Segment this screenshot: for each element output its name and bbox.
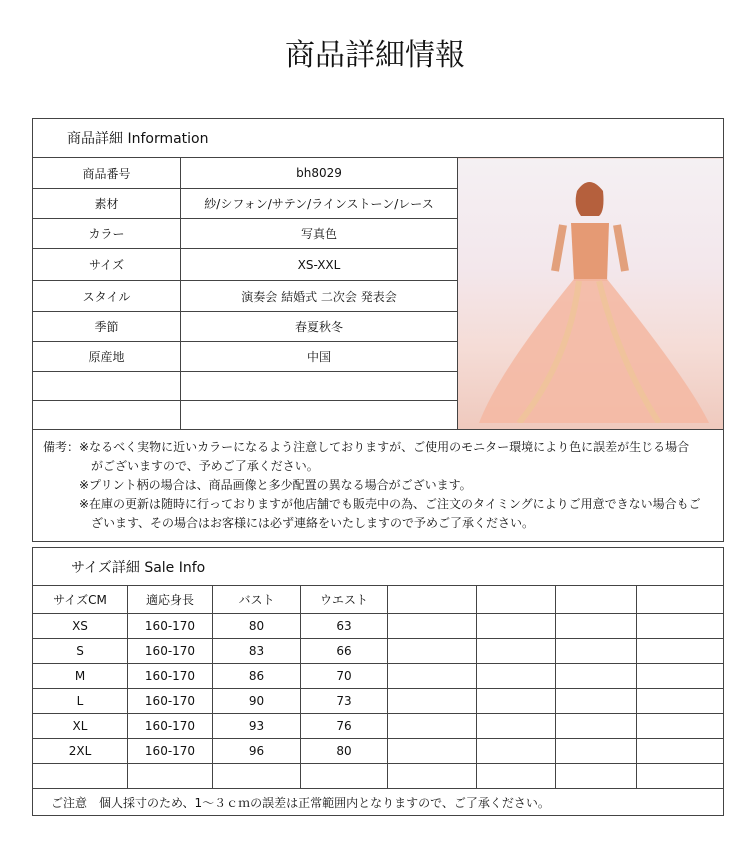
empty-cell [477, 739, 556, 764]
size-cell: 66 [301, 639, 388, 664]
info-label [33, 372, 181, 401]
empty-cell [637, 764, 724, 789]
page-title: 商品詳細情報 [285, 38, 465, 73]
empty-cell [637, 689, 724, 714]
empty-cell [388, 739, 477, 764]
empty-cell [556, 664, 637, 689]
empty-cell [477, 586, 556, 614]
empty-cell [556, 714, 637, 739]
size-cell: 160-170 [128, 714, 213, 739]
notes-label: 備考： [43, 440, 80, 454]
table-row [33, 664, 724, 689]
table-row [33, 639, 724, 664]
size-cell: 83 [213, 639, 301, 664]
empty-cell [477, 664, 556, 689]
table-row [33, 739, 724, 764]
empty-cell [637, 639, 724, 664]
empty-cell [637, 714, 724, 739]
info-value [181, 401, 458, 430]
empty-cell [33, 764, 128, 789]
info-label: サイズ [33, 249, 181, 281]
info-value: 春夏秋冬 [181, 312, 458, 342]
size-cell: 86 [213, 664, 301, 689]
info-value: 中国 [181, 342, 458, 372]
size-header-row [33, 586, 724, 614]
info-value: 演奏会 結婚式 二次会 発表会 [181, 281, 458, 312]
info-value: 写真色 [181, 219, 458, 249]
size-cell: XS [33, 614, 128, 639]
empty-cell [556, 764, 637, 789]
empty-cell [301, 764, 388, 789]
size-cell: 160-170 [128, 689, 213, 714]
size-cell: 160-170 [128, 739, 213, 764]
size-header: サイズ詳細 Sale Info [33, 548, 724, 586]
size-cell: 90 [213, 689, 301, 714]
empty-cell [556, 739, 637, 764]
info-label: カラー [33, 219, 181, 249]
empty-cell [477, 764, 556, 789]
size-cell: 93 [213, 714, 301, 739]
empty-cell [637, 739, 724, 764]
empty-cell [388, 664, 477, 689]
table-row [33, 714, 724, 739]
info-header: 商品詳細 Information [33, 119, 724, 158]
size-cell: 96 [213, 739, 301, 764]
size-cell: L [33, 689, 128, 714]
size-cell: 73 [301, 689, 388, 714]
empty-cell [388, 639, 477, 664]
empty-cell [556, 689, 637, 714]
info-label: 素材 [33, 189, 181, 219]
note-line: ※プリント柄の場合は、商品画像と多少配置の異なる場合がございます。 [79, 478, 472, 492]
empty-cell [388, 586, 477, 614]
info-label: 原産地 [33, 342, 181, 372]
empty-cell [556, 639, 637, 664]
column-header: 適応身長 [128, 586, 213, 614]
empty-cell [213, 764, 301, 789]
column-header: サイズCM [33, 586, 128, 614]
info-label [33, 401, 181, 430]
info-label: スタイル [33, 281, 181, 312]
empty-cell [477, 614, 556, 639]
info-label: 商品番号 [33, 158, 181, 189]
empty-cell [388, 689, 477, 714]
empty-cell [388, 614, 477, 639]
empty-cell [388, 714, 477, 739]
empty-cell [477, 689, 556, 714]
product-info-table [32, 118, 724, 542]
column-header: バスト [213, 586, 301, 614]
size-cell: 70 [301, 664, 388, 689]
size-cell: 80 [301, 739, 388, 764]
size-cell: 160-170 [128, 664, 213, 689]
size-table [32, 547, 724, 816]
size-cell: 76 [301, 714, 388, 739]
size-cell: 160-170 [128, 614, 213, 639]
column-header: ウエスト [301, 586, 388, 614]
empty-cell [477, 639, 556, 664]
empty-cell [388, 764, 477, 789]
empty-cell [556, 586, 637, 614]
size-cell: 63 [301, 614, 388, 639]
size-cell: 2XL [33, 739, 128, 764]
size-footer-note: ご注意 個人採寸のため、1～３ｃｍの誤差は正常範囲内となりますので、ご了承ください。 [33, 789, 724, 816]
info-value: 紗/シフォン/サテン/ラインストーン/レース [181, 189, 458, 219]
size-cell: 80 [213, 614, 301, 639]
info-value: XS-XXL [181, 249, 458, 281]
empty-cell [637, 614, 724, 639]
table-row [33, 764, 724, 789]
empty-cell [477, 714, 556, 739]
note-line: がございますので、予めご了承ください。 [91, 459, 319, 473]
product-photo [458, 158, 724, 430]
info-label: 季節 [33, 312, 181, 342]
size-cell: M [33, 664, 128, 689]
size-cell: S [33, 639, 128, 664]
note-line: ※在庫の更新は随時に行っておりますが他店舗でも販売中の為、ご注文のタイミングによりご用意できない場合もご [79, 497, 701, 511]
size-cell: XL [33, 714, 128, 739]
info-row [33, 158, 724, 189]
notes [33, 430, 724, 542]
table-row [33, 614, 724, 639]
empty-cell [556, 614, 637, 639]
info-value [181, 372, 458, 401]
table-row [33, 689, 724, 714]
empty-cell [637, 664, 724, 689]
size-cell: 160-170 [128, 639, 213, 664]
empty-cell [637, 586, 724, 614]
info-value: bh8029 [181, 158, 458, 189]
note-line: ※なるべく実物に近いカラーになるよう注意しておりますが、ご使用のモニター環境により色に誤差が生じる場合 [79, 440, 690, 454]
note-line: ざいます、その場合はお客様には必ず連絡をいたしますので予めご了承ください。 [91, 516, 535, 530]
empty-cell [128, 764, 213, 789]
